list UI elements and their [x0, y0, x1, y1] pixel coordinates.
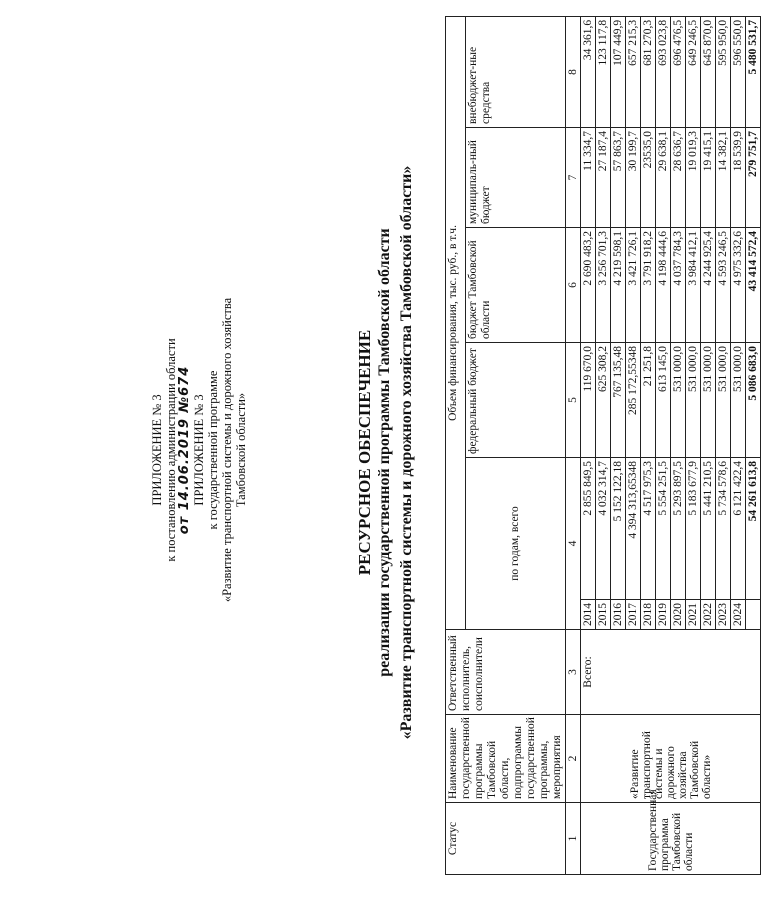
- year-cell: 2021: [686, 600, 701, 630]
- federal-cell: 531 000,0: [716, 343, 731, 458]
- regional-cell: 4 593 246,5: [716, 228, 731, 343]
- municipal-cell: 11 334,7: [581, 128, 596, 228]
- total-cell: 4 517 975,3: [641, 458, 656, 600]
- regional-cell: 3 791 918,2: [641, 228, 656, 343]
- col-municipal-header: муниципаль-ный бюджет: [466, 128, 566, 228]
- extra-cell: 681 270,3: [641, 16, 656, 127]
- total-cell: 5 441 210,5: [701, 458, 716, 600]
- program-line-2: «Развитие транспортной системы и дорожного хозяйства: [220, 297, 234, 603]
- year-cell: [746, 600, 761, 630]
- col-name-header: Наименование государственной программы Тамбовской области, подпрограммы государственной программы, мероприятия: [446, 715, 566, 803]
- year-cell: 2016: [611, 600, 626, 630]
- municipal-cell: 57 863,7: [611, 128, 626, 228]
- column-number: 2: [566, 715, 581, 803]
- extra-cell: 34 361,6: [581, 16, 596, 127]
- federal-cell: 613 145,0: [656, 343, 671, 458]
- appendix-header: [150, 270, 248, 630]
- extra-cell: 107 449,9: [611, 16, 626, 127]
- total-cell: 5 554 251,5: [656, 458, 671, 600]
- regional-cell: 2 690 483,2: [581, 228, 596, 343]
- municipal-cell: 14 382,1: [716, 128, 731, 228]
- total-cell: 6 121 422,4: [731, 458, 746, 600]
- col-federal-header: федеральный бюджет: [466, 343, 566, 458]
- year-cell: 2019: [656, 600, 671, 630]
- program-status: Государственная программа Тамбовской области: [581, 803, 761, 875]
- col-regional-header: бюджет Тамбовской области: [466, 228, 566, 343]
- resource-table: [445, 16, 761, 875]
- regional-cell: 4 219 598,1: [611, 228, 626, 343]
- total-cell: 5 152 122,18: [611, 458, 626, 600]
- municipal-cell: 28 636,7: [671, 128, 686, 228]
- col-status-header: Статус: [446, 803, 566, 875]
- federal-cell: 531 000,0: [701, 343, 716, 458]
- column-number: 3: [566, 630, 581, 715]
- federal-sum-cell: 5 086 683,0: [746, 343, 761, 458]
- regional-cell: 3 984 412,1: [686, 228, 701, 343]
- extra-sum-cell: 5 480 531,7: [746, 16, 761, 127]
- appendix-program-label: ПРИЛОЖЕНИЕ № 3: [192, 394, 206, 506]
- regional-cell: 4 198 444,6: [656, 228, 671, 343]
- column-number: 5: [566, 343, 581, 458]
- col-extra-header: внебюджет-ные средства: [466, 16, 566, 127]
- total-cell: 5 183 677,9: [686, 458, 701, 600]
- col-funding-header: Объем финансирования, тыс. руб., в т.ч.: [446, 16, 466, 629]
- municipal-cell: 30 199,7: [626, 128, 641, 228]
- extra-cell: 657 215,3: [626, 16, 641, 127]
- regional-cell: 4 975 332,6: [731, 228, 746, 343]
- year-cell: 2018: [641, 600, 656, 630]
- year-cell: 2017: [626, 600, 641, 630]
- federal-cell: 531 000,0: [731, 343, 746, 458]
- federal-cell: 767 135,48: [611, 343, 626, 458]
- program-line-1: к государственной программе: [206, 370, 220, 530]
- year-cell: 2014: [581, 600, 596, 630]
- year-cell: 2020: [671, 600, 686, 630]
- program-name: «Развитие транспортной системы и дорожного хозяйства Тамбовской области»: [581, 715, 761, 803]
- extra-cell: 595 950,0: [716, 16, 731, 127]
- column-number: 1: [566, 803, 581, 875]
- federal-cell: 21 251,8: [641, 343, 656, 458]
- header-row-1: [446, 16, 466, 874]
- handwritten-date: от 14.06.2019 №674: [177, 365, 192, 535]
- regional-cell: 4 037 784,3: [671, 228, 686, 343]
- federal-cell: 285 172,55348: [626, 343, 641, 458]
- col-by-year-header: по годам, всего: [466, 458, 566, 630]
- year-cell: 2015: [596, 600, 611, 630]
- document-title: РЕСУРСНОЕ ОБЕСПЕЧЕНИЕ: [355, 329, 374, 576]
- column-number: 6: [566, 228, 581, 343]
- column-number: 7: [566, 128, 581, 228]
- regional-cell: 3 421 726,1: [626, 228, 641, 343]
- municipal-cell: 27 187,4: [596, 128, 611, 228]
- column-number-row: [566, 16, 581, 874]
- col-executor-header: Ответственный исполнитель, соисполнители: [446, 630, 566, 715]
- extra-cell: 123 117,8: [596, 16, 611, 127]
- extra-cell: 693 023,8: [656, 16, 671, 127]
- total-cell: 2 855 849,5: [581, 458, 596, 600]
- total-cell: 4 394 313,65348: [626, 458, 641, 600]
- municipal-cell: 19 019,3: [686, 128, 701, 228]
- municipal-cell: 18 539,9: [731, 128, 746, 228]
- program-line-3: Тамбовской области»: [234, 392, 248, 508]
- document-subtitle: реализации государственной программы Тамбовской области: [376, 228, 393, 677]
- regional-cell: 4 244 925,4: [701, 228, 716, 343]
- federal-cell: 119 670,0: [581, 343, 596, 458]
- executor-cell: Всего:: [581, 630, 761, 715]
- regional-cell: 3 256 701,3: [596, 228, 611, 343]
- municipal-cell: 19 415,1: [701, 128, 716, 228]
- program-title: «Развитие транспортной системы и дорожного хозяйства Тамбовской области»: [398, 165, 415, 740]
- regional-sum-cell: 43 414 572,4: [746, 228, 761, 343]
- federal-cell: 625 308,2: [596, 343, 611, 458]
- table-body: [581, 16, 761, 874]
- extra-cell: 645 870,0: [701, 16, 716, 127]
- table-row: [581, 16, 596, 874]
- extra-cell: 696 476,5: [671, 16, 686, 127]
- total-cell: 5 293 897,5: [671, 458, 686, 600]
- total-cell: 5 734 578,6: [716, 458, 731, 600]
- column-number: 4: [566, 458, 581, 630]
- municipal-cell: 29 638,1: [656, 128, 671, 228]
- year-cell: 2024: [731, 600, 746, 630]
- extra-cell: 649 246,5: [686, 16, 701, 127]
- extra-cell: 596 550,0: [731, 16, 746, 127]
- total-cell: 4 032 314,7: [596, 458, 611, 600]
- municipal-cell: 23535,0: [641, 128, 656, 228]
- federal-cell: 531 000,0: [671, 343, 686, 458]
- year-cell: 2022: [701, 600, 716, 630]
- column-number: 8: [566, 16, 581, 127]
- total-sum-cell: 54 261 613,8: [746, 458, 761, 600]
- appendix-label: ПРИЛОЖЕНИЕ № 3: [150, 394, 164, 506]
- year-cell: 2023: [716, 600, 731, 630]
- municipal-sum-cell: 279 751,7: [746, 128, 761, 228]
- decree-line: к постановлению администрации области: [164, 338, 178, 562]
- federal-cell: 531 000,0: [686, 343, 701, 458]
